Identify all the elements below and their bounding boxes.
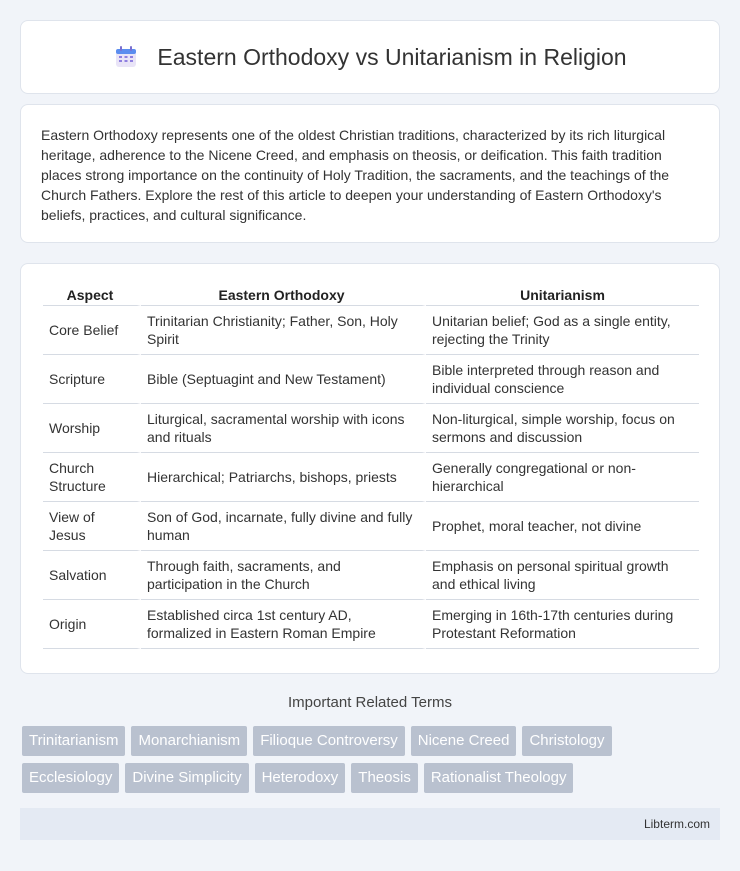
title-card	[20, 20, 720, 94]
header-unitarianism: Unitarianism	[426, 284, 699, 306]
cell-aspect: Core Belief	[43, 306, 141, 355]
cell-unitarianism: Prophet, moral teacher, not divine	[426, 502, 699, 551]
cell-orthodoxy: Established circa 1st century AD, formalized in Eastern Roman Empire	[141, 600, 426, 649]
comparison-table	[43, 284, 699, 649]
cell-aspect: Scripture	[43, 355, 141, 404]
term-tag[interactable]: Theosis	[351, 763, 418, 793]
related-terms-title: Important Related Terms	[288, 694, 452, 711]
cell-orthodoxy: Through faith, sacraments, and participation in the Church	[141, 551, 426, 600]
term-tag[interactable]: Nicene Creed	[411, 726, 517, 756]
cell-aspect: Salvation	[43, 551, 141, 600]
cell-orthodoxy: Hierarchical; Patriarchs, bishops, priests	[141, 453, 426, 502]
cell-unitarianism: Unitarian belief; God as a single entity, rejecting the Trinity	[426, 306, 699, 355]
cell-aspect: Origin	[43, 600, 141, 649]
cell-orthodoxy: Trinitarian Christianity; Father, Son, Holy Spirit	[141, 306, 426, 355]
term-tag[interactable]: Heterodoxy	[255, 763, 346, 793]
cell-unitarianism: Emerging in 16th-17th centuries during Protestant Reformation	[426, 600, 699, 649]
comparison-table-card	[20, 263, 720, 674]
table-row	[43, 355, 699, 404]
cell-aspect: Church Structure	[43, 453, 141, 502]
term-tag[interactable]: Christology	[522, 726, 611, 756]
calendar-icon	[113, 44, 139, 70]
table-row	[43, 306, 699, 355]
header-aspect: Aspect	[43, 284, 141, 306]
cell-unitarianism: Emphasis on personal spiritual growth and ethical living	[426, 551, 699, 600]
header-eastern-orthodoxy: Eastern Orthodoxy	[141, 284, 426, 306]
cell-aspect: Worship	[43, 404, 141, 453]
term-tag[interactable]: Trinitarianism	[22, 726, 125, 756]
cell-orthodoxy: Bible (Septuagint and New Testament)	[141, 355, 426, 404]
term-tag[interactable]: Filioque Controversy	[253, 726, 405, 756]
table-row	[43, 453, 699, 502]
intro-card	[20, 104, 720, 243]
table-header-row	[43, 284, 699, 306]
table-row	[43, 551, 699, 600]
table-row	[43, 600, 699, 649]
term-tag[interactable]: Monarchianism	[131, 726, 247, 756]
page-title: Eastern Orthodoxy vs Unitarianism in Religion	[157, 43, 627, 70]
footer-site-link[interactable]: Libterm.com	[643, 817, 710, 831]
cell-unitarianism: Generally congregational or non-hierarchical	[426, 453, 699, 502]
table-row	[43, 404, 699, 453]
term-tag[interactable]: Ecclesiology	[22, 763, 119, 793]
cell-unitarianism: Non-liturgical, simple worship, focus on sermons and discussion	[426, 404, 699, 453]
cell-orthodoxy: Son of God, incarnate, fully divine and fully human	[141, 502, 426, 551]
term-tag[interactable]: Divine Simplicity	[125, 763, 248, 793]
term-tag[interactable]: Rationalist Theology	[424, 763, 574, 793]
cell-aspect: View of Jesus	[43, 502, 141, 551]
footer	[20, 808, 720, 840]
cell-orthodoxy: Liturgical, sacramental worship with icons and rituals	[141, 404, 426, 453]
related-terms-list	[22, 726, 722, 800]
cell-unitarianism: Bible interpreted through reason and individual conscience	[426, 355, 699, 404]
table-row	[43, 502, 699, 551]
intro-text: Eastern Orthodoxy represents one of the oldest Christian traditions, characterized by its rich liturgical heritage, adherence to the Nicene Creed, and emphasis on theosis, or deification. This faith tradition places strong importance on the continuity of Holy Tradition, the sacraments, and the teachings of the Church Fathers. Explore the rest of this article to deepen your understanding of Eastern Orthodoxy's beliefs, practices, and cultural significance.	[41, 127, 670, 223]
